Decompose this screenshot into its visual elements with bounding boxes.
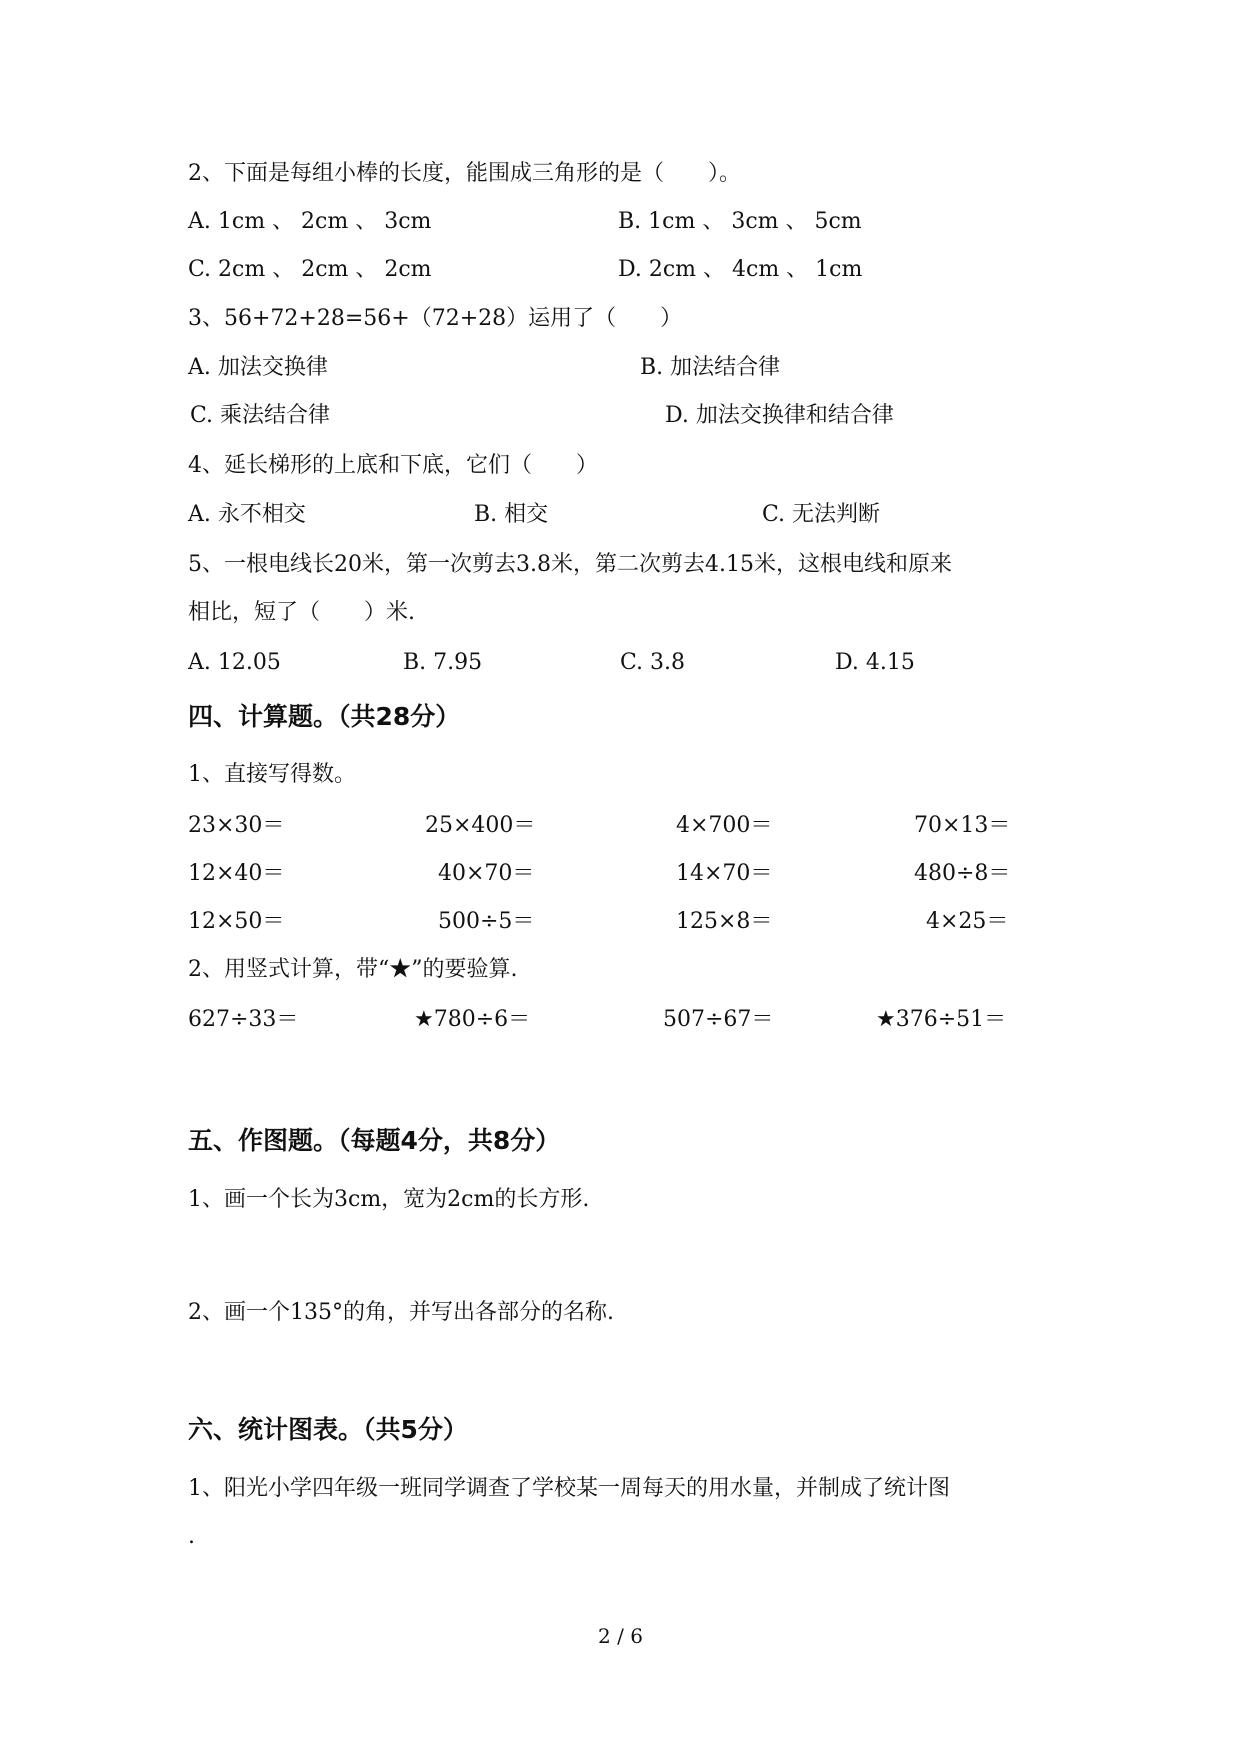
question-2-option-c: C. 2cm 、 2cm 、 2cm xyxy=(188,257,432,282)
question-2-stem: 2、下面是每组小棒的长度，能围成三角形的是（ ）。 xyxy=(188,161,741,186)
question-3-option-b: B. 加法结合律 xyxy=(640,355,781,380)
calc-item: 12×40＝ xyxy=(188,861,285,886)
section-4-heading: 四、计算题。（共28分） xyxy=(188,702,461,731)
calc-item: 14×70＝ xyxy=(676,861,773,886)
question-5-option-d: D. 4.15 xyxy=(835,650,915,675)
calc-item: 4×25＝ xyxy=(926,909,1009,934)
calc-item: 4×700＝ xyxy=(676,813,773,838)
question-5-stem-line2: 相比，短了（ ）米. xyxy=(188,600,415,625)
section-5-q2: 2、画一个135°的角，并写出各部分的名称. xyxy=(188,1300,614,1325)
vertical-calc-item: 627÷33＝ xyxy=(188,1007,299,1032)
calc-item: 12×50＝ xyxy=(188,909,285,934)
question-5-option-a: A. 12.05 xyxy=(188,650,281,675)
section-5-heading: 五、作图题。（每题4分，共8分） xyxy=(188,1126,561,1155)
calc-item: 40×70＝ xyxy=(438,861,535,886)
question-5-option-c: C. 3.8 xyxy=(620,650,686,675)
vertical-calc-item: ★780÷6＝ xyxy=(414,1007,531,1032)
question-2-option-d: D. 2cm 、 4cm 、 1cm xyxy=(618,257,863,282)
calc-item: 25×400＝ xyxy=(425,813,536,838)
question-3-option-a: A. 加法交换律 xyxy=(188,355,328,380)
question-2-option-b: B. 1cm 、 3cm 、 5cm xyxy=(618,209,862,234)
page-number: 2 / 6 xyxy=(598,1624,643,1648)
calc-item: 480÷8＝ xyxy=(914,861,1011,886)
calc-item: 23×30＝ xyxy=(188,813,285,838)
question-4-option-b: B. 相交 xyxy=(474,502,549,527)
question-5-stem-line1: 5、一根电线长20米，第一次剪去3.8米，第二次剪去4.15米，这根电线和原来 xyxy=(188,552,952,577)
question-4-option-c: C. 无法判断 xyxy=(762,502,881,527)
question-4-option-a: A. 永不相交 xyxy=(188,502,306,527)
question-5-option-b: B. 7.95 xyxy=(403,650,483,675)
question-4-stem: 4、延长梯形的上底和下底，它们（ ） xyxy=(188,453,598,478)
section-6-q1-line1: 1、阳光小学四年级一班同学调查了学校某一周每天的用水量，并制成了统计图 xyxy=(188,1476,950,1501)
vertical-calc-item: 507÷67＝ xyxy=(663,1007,774,1032)
question-3-option-c: C. 乘法结合律 xyxy=(190,403,331,428)
section-6-q1-line2: . xyxy=(188,1524,195,1549)
question-3-stem: 3、56+72+28=56+（72+28）运用了（ ） xyxy=(188,306,683,331)
calc-item: 70×13＝ xyxy=(914,813,1011,838)
section-5-q1: 1、画一个长为3cm，宽为2cm的长方形. xyxy=(188,1187,590,1212)
calc-item: 500÷5＝ xyxy=(438,909,535,934)
question-3-option-d: D. 加法交换律和结合律 xyxy=(665,403,894,428)
section-4-q2-title: 2、用竖式计算，带“★”的要验算. xyxy=(188,957,518,982)
vertical-calc-item: ★376÷51＝ xyxy=(876,1007,1007,1032)
section-6-heading: 六、统计图表。（共5分） xyxy=(188,1415,468,1444)
question-2-option-a: A. 1cm 、 2cm 、 3cm xyxy=(188,209,432,234)
section-4-q1-title: 1、直接写得数。 xyxy=(188,762,356,787)
calc-item: 125×8＝ xyxy=(676,909,773,934)
